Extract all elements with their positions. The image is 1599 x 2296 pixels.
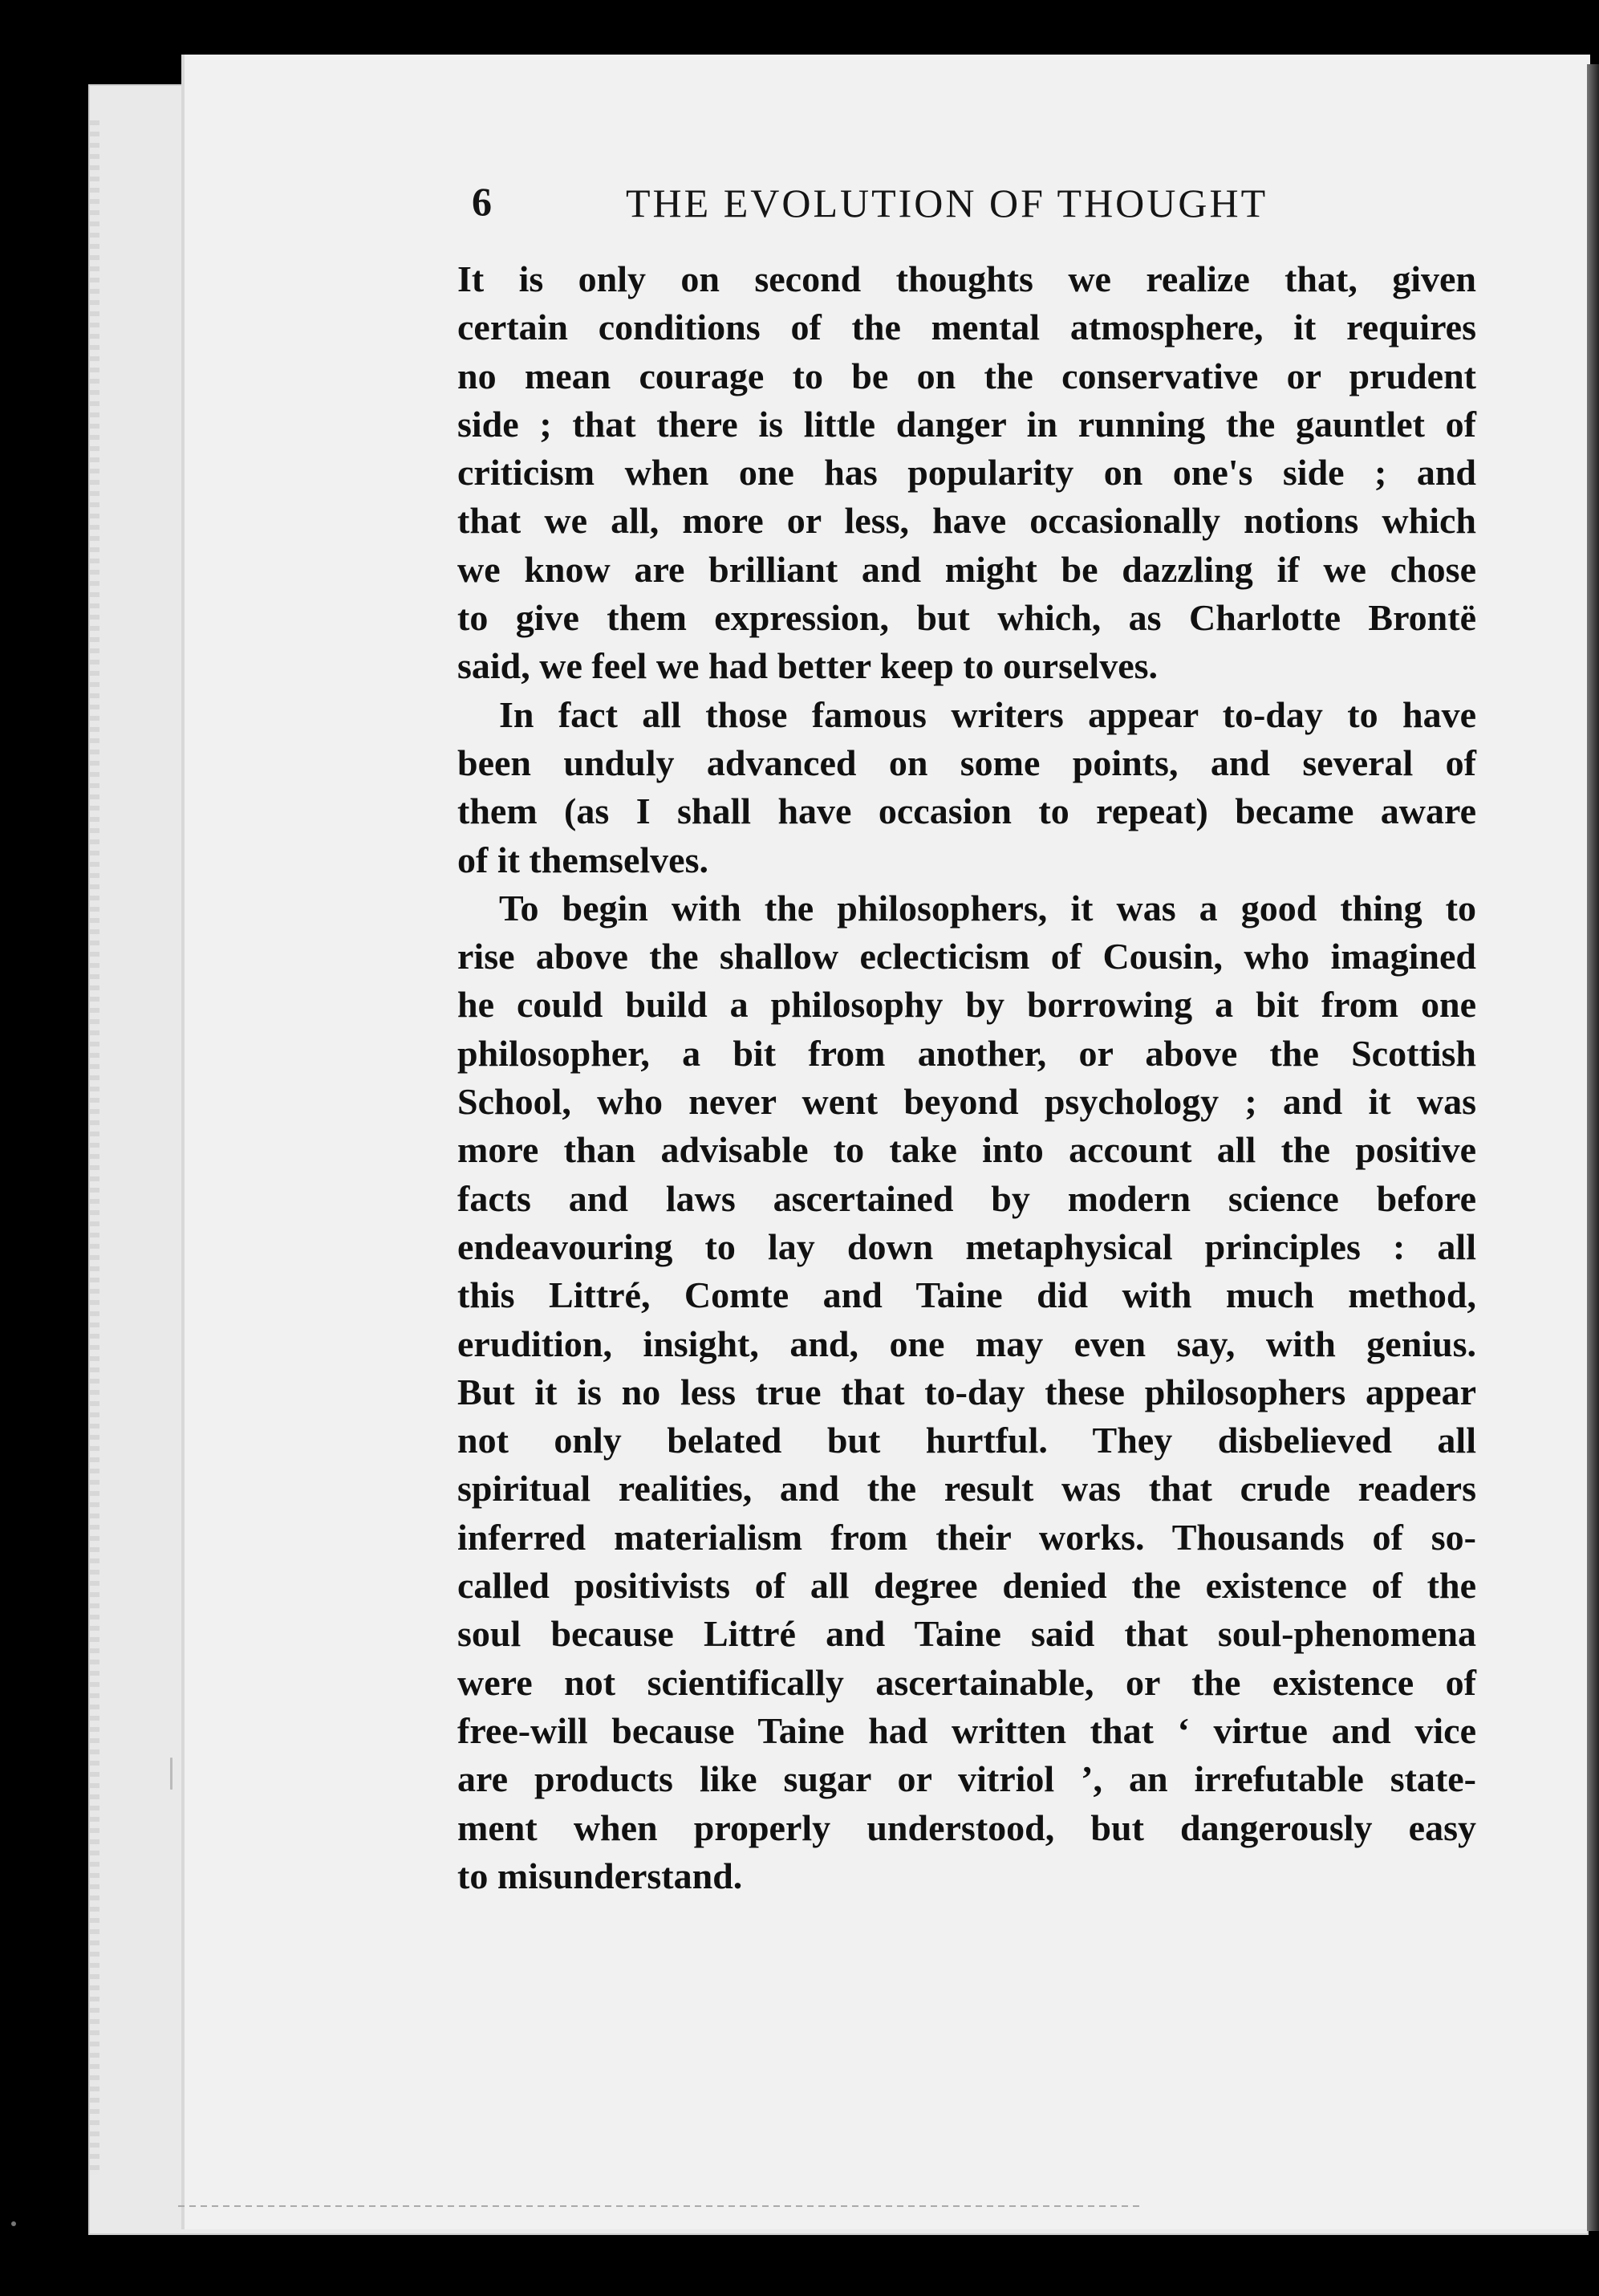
text-line: of it themselves. [457,839,708,880]
text-line: no mean courage to be on the conservative or prudent [457,355,1476,396]
dust-speck [170,1758,172,1790]
text-line: to misunderstand. [457,1855,743,1896]
text-line: we know are brilliant and might be dazzling if we chose [457,548,1476,590]
text-line: criticism when one has popularity on one's side ; and [457,452,1476,494]
text-line: inferred materialism from their works. Thousands of so- [457,1516,1476,1558]
text-line: philosopher, a bit from another, or above the Scottish [457,1032,1476,1074]
scan-artifact-line [178,2205,1141,2207]
text-line: this Littré, Comte and Taine did with much method, [457,1274,1476,1316]
text-line: he could build a philosophy by borrowing a bit from one [457,984,1476,1026]
text-line: School, who never went beyond psychology ; and it was [457,1081,1476,1123]
body-text [457,255,1476,1900]
text-line: free-will because Taine had written that ‘ virtue and vice [457,1709,1476,1751]
text-line: to give them expression, but which, as Charlotte Brontë [457,597,1476,639]
text-line: said, we feel we had better keep to ourselves. [457,645,1159,687]
text-line: certain conditions of the mental atmosphere, it requires [457,307,1476,348]
text-line: ment when properly understood, but dangerously easy [457,1806,1476,1848]
text-line: It is only on second thoughts we realize that, given [457,258,1476,299]
text-line: were not scientifically ascertainable, or the existence of [457,1661,1476,1703]
text-line: In fact all those famous writers appear to-day to have [499,693,1476,735]
text-line: are products like sugar or vitriol ’, an irrefutable state- [457,1758,1476,1800]
text-line: rise above the shallow eclecticism of Cousin, who imagined [457,936,1476,977]
page-number: 6 [472,179,492,224]
text-line: spiritual realities, and the result was that crude readers [457,1468,1476,1510]
text-line: endeavouring to lay down metaphysical principles : all [457,1225,1476,1267]
text-line: not only belated but hurtful. They disbelieved all [457,1420,1476,1461]
text-line: been unduly advanced on some points, and several of [457,742,1476,783]
dust-speck [11,2221,16,2226]
running-title: THE EVOLUTION OF THOUGHT [626,181,1268,226]
text-line: them (as I shall have occasion to repeat) became aware [457,790,1476,832]
text-line: side ; that there is little danger in running the gauntlet of [457,403,1476,445]
binding-edge [90,120,99,2175]
text-line: To begin with the philosophers, it was a good thing to [499,887,1476,929]
text-line: soul because Littré and Taine said that soul-phenomena [457,1613,1476,1655]
text-line: facts and laws ascertained by modern science before [457,1177,1476,1219]
page-header [465,178,1316,234]
text-line: more than advisable to take into account all the positive [457,1129,1476,1171]
text-line: that we all, more or less, have occasionally notions which [457,500,1476,542]
text-line: erudition, insight, and, one may even say, with genius. [457,1323,1476,1364]
text-line: But it is no less true that to-day these philosophers appear [457,1371,1476,1412]
text-line: called positivists of all degree denied the existence of the [457,1565,1476,1607]
page-right-edge [1587,64,1599,2231]
